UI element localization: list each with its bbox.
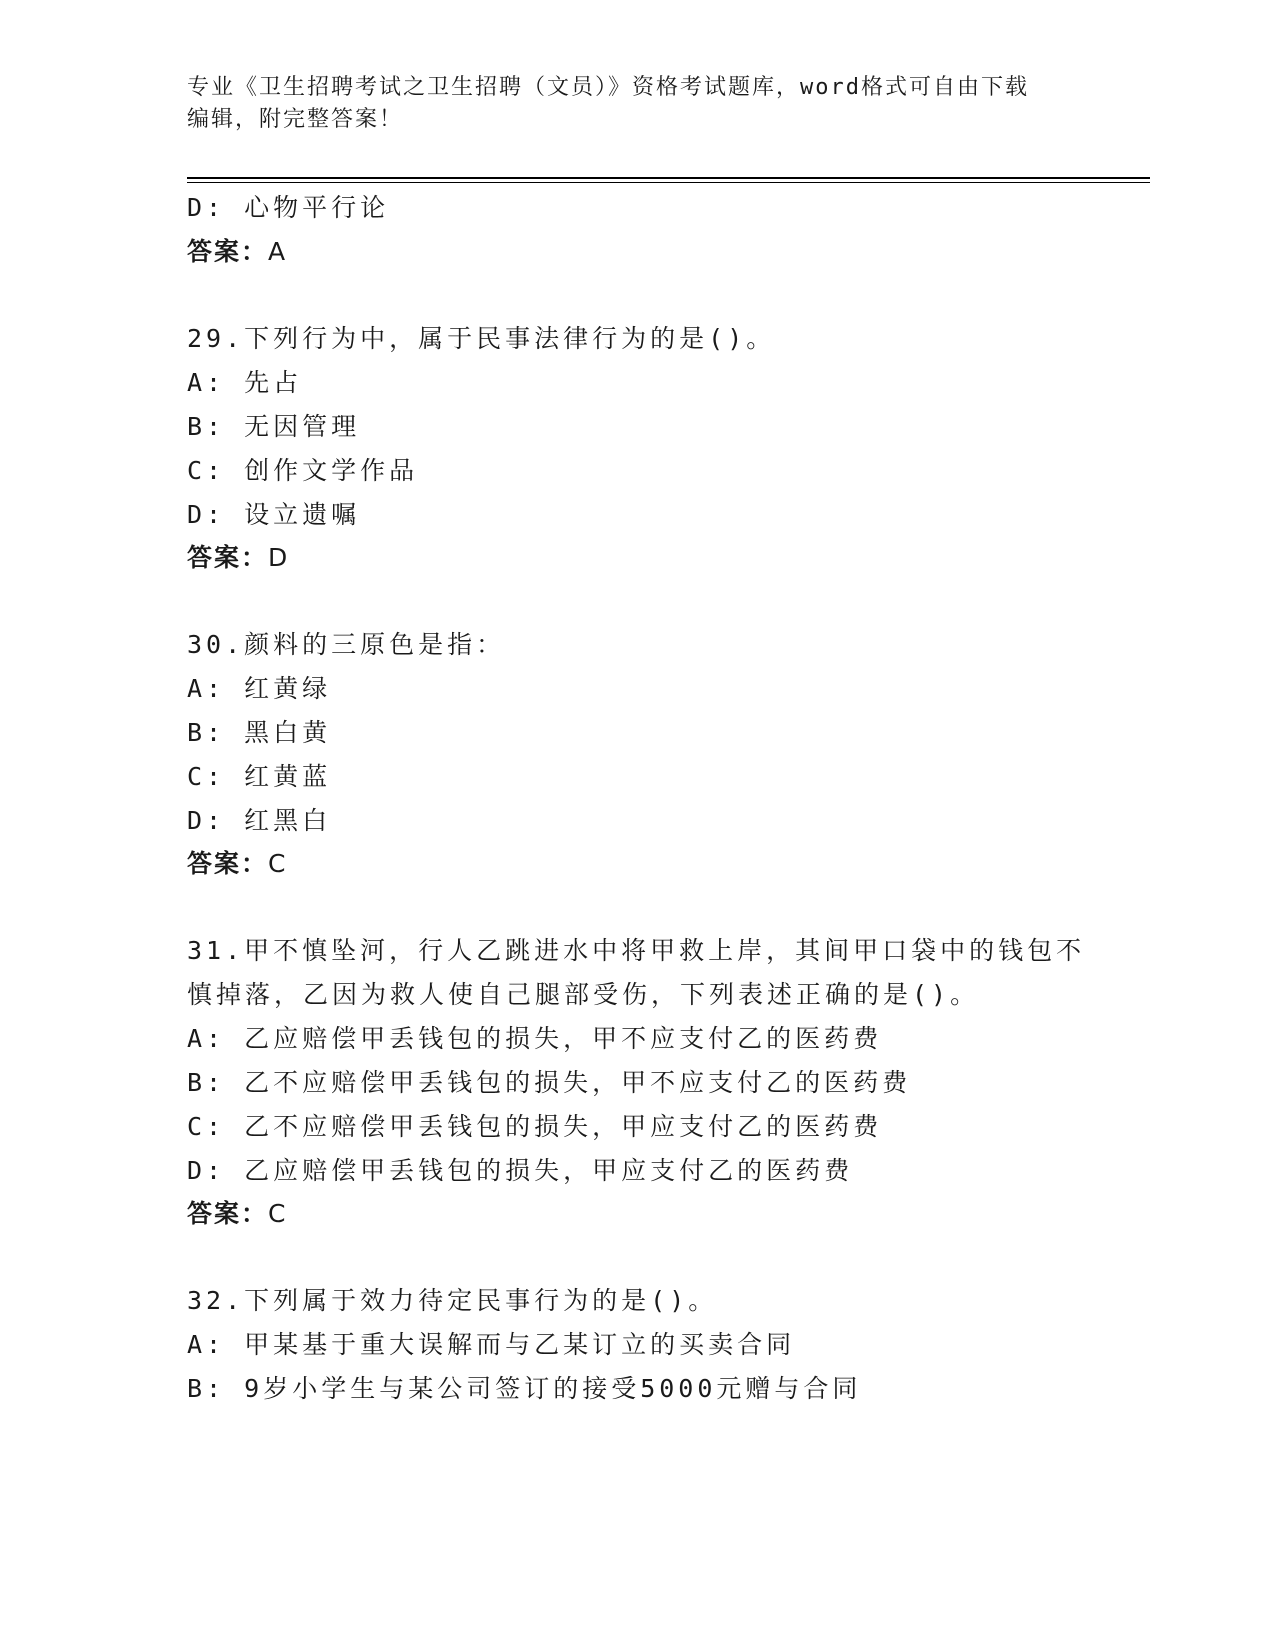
q31-answer: [187, 1197, 287, 1231]
q29-option-b: B: 无因管理: [187, 412, 361, 441]
q29-stem: 29.下列行为中，属于民事法律行为的是()。: [187, 324, 776, 353]
answer-label: 答案：: [187, 849, 269, 878]
answer-label: 答案：: [187, 237, 269, 266]
q30-option-d: D: 红黑白: [187, 806, 332, 835]
document-header: [187, 72, 1067, 136]
q31-stem-line-1: 31.甲不慎坠河，行人乙跳进水中将甲救上岸，其间甲口袋中的钱包不: [187, 936, 1086, 965]
answer-label: 答案：: [187, 543, 269, 572]
answer-value: A: [268, 237, 288, 266]
q31-option-b: B: 乙不应赔偿甲丢钱包的损失，甲不应支付乙的医药费: [187, 1068, 912, 1097]
header-divider-thick: [187, 177, 1150, 179]
q30-answer: [187, 847, 287, 881]
q31-stem-line-2: 慎掉落，乙因为救人使自己腿部受伤，下列表述正确的是()。: [187, 980, 980, 1009]
q30-option-c: C: 红黄蓝: [187, 762, 332, 791]
q31-option-c: C: 乙不应赔偿甲丢钱包的损失，甲应支付乙的医药费: [187, 1112, 883, 1141]
answer-value: C: [268, 849, 288, 878]
answer-label: 答案：: [187, 1199, 269, 1228]
q29-option-a: A: 先占: [187, 368, 303, 397]
q31-option-a: A: 乙应赔偿甲丢钱包的损失，甲不应支付乙的医药费: [187, 1024, 883, 1053]
q32-option-a: A: 甲某基于重大误解而与乙某订立的买卖合同: [187, 1330, 796, 1359]
answer-value: D: [268, 543, 290, 572]
header-line-1: 专业《卫生招聘考试之卫生招聘（文员）》资格考试题库，word格式可自由下载: [187, 75, 1029, 100]
prev-answer: [187, 235, 287, 269]
q32-option-b: B: 9岁小学生与某公司签订的接受5000元赠与合同: [187, 1374, 862, 1403]
header-divider-thin: [187, 182, 1150, 183]
q29-option-c: C: 创作文学作品: [187, 456, 419, 485]
header-line-2: 编辑，附完整答案！: [187, 107, 404, 132]
prev-option-d: D: 心物平行论: [187, 193, 390, 222]
q32-stem: 32.下列属于效力待定民事行为的是()。: [187, 1286, 718, 1315]
q31-option-d: D: 乙应赔偿甲丢钱包的损失，甲应支付乙的医药费: [187, 1156, 854, 1185]
q30-option-a: A: 红黄绿: [187, 674, 332, 703]
q29-answer: [187, 541, 289, 575]
q29-option-d: D: 设立遗嘱: [187, 500, 361, 529]
q30-stem: 30.颜料的三原色是指：: [187, 630, 506, 659]
answer-value: C: [268, 1199, 288, 1228]
q30-option-b: B: 黑白黄: [187, 718, 332, 747]
